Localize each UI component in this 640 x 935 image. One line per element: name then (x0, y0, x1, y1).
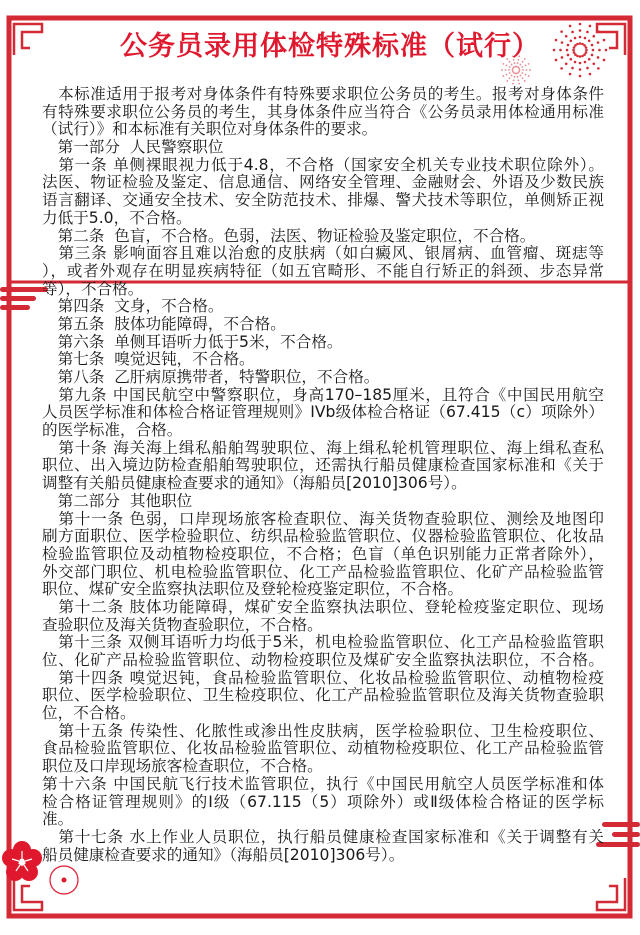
document-line: 食品检验监管职位、化妆品检验监管职位、动植物检疫职位、化工产品检验监管 (42, 739, 604, 758)
document-line: 第八条 乙肝病原携带者，特警职位，不合格。 (42, 368, 380, 386)
document-line: 的医学标准，合格。 (42, 421, 183, 440)
document-line: 等），不合格。 (42, 279, 144, 298)
document-line: 第十二条 肢体功能障碍，煤矿安全监察执法职位、登轮检疫鉴定职位、现场 (42, 597, 604, 616)
document-line: 准。 (42, 810, 74, 829)
document-line: 法医、物证检验及鉴定、信息通信、网络安全管理、金融财会、外语及少数民族 (42, 173, 604, 192)
document-body (42, 86, 604, 864)
document-line: 第一部分 人民警察职位 (42, 138, 224, 157)
document-line: 职位、煤矿安全监察执法职位及登轮检疫鉴定职位，不合格。 (42, 580, 464, 599)
document-line: 调整有关船员健康检查要求的通知》（海船员[2010]306号）。 (42, 474, 467, 493)
document-line: 第十六条 中国民航飞行技术监管职位，执行《中国民用航空人员医学标准和体 (42, 774, 604, 793)
document-line: ），或者外观存在明显疾病特征（如五官畸形、不能自行矫正的斜颈、步态异常 (42, 261, 604, 280)
document-line: 第十五条 传染性、化脓性或渗出性皮肤病，医学检验职位、卫生检疫职位、 (42, 721, 604, 740)
page-title: 公务员录用体检特殊标准（试行） (120, 31, 540, 62)
document-line: 第四条 文身，不合格。 (42, 297, 224, 316)
document-line: 检验监管职位及动植物检疫职位，不合格；色盲（单色识别能力正常者除外）， (42, 544, 604, 563)
document-line: 外交部门职位、机电检验监管职位、化工产品检验监管职位、化矿产品检验监管 (42, 562, 604, 581)
document-line: 本标准适用于报考对身体条件有特殊要求职位公务员的考生。报考对身体条件 (42, 85, 604, 103)
document-line: 人员医学标准和体检合格证管理规则》IVb级体检合格证（67.415（c）项除外） (42, 403, 604, 422)
document-line: 语言翻译、交通安全技术、安全防范技术、排爆、警犬技术等职位，单侧矫正视 (42, 191, 604, 210)
document-line: 职位及口岸现场旅客检查职位，不合格。 (42, 757, 323, 776)
document-line: 检合格证管理规则》的Ⅰ级（67.115（5）项除外）或Ⅱ级体检合格证的医学标 (42, 792, 604, 811)
document-line: 职位、出入境边防检查船舶驾驶职位，还需执行船员健康检查国家标准和《关于 (42, 456, 604, 475)
document-line: 船员健康检查要求的通知》（海船员[2010]306号）。 (42, 845, 405, 864)
document-line: 第十四条 嗅觉迟钝，食品检验监管职位、化妆品检验监管职位、动植物检疫 (42, 668, 604, 687)
document-line: 第十七条 水上作业人员职位，执行船员健康检查国家标准和《关于调整有关 (42, 827, 604, 846)
document-line: 第六条 单侧耳语听力低于5米，不合格。 (42, 332, 343, 351)
document-line: 第五条 肢体功能障碍，不合格。 (42, 314, 286, 333)
document-line: 位，不合格。 (42, 704, 136, 723)
document-line: 第三条 影响面容且难以治愈的皮肤病（如白癜风、银屑病、血管瘤、斑痣等 (42, 244, 604, 263)
document-line: 刷方面职位、医学检验职位、纺织品检验监管职位、仪器检验监管职位、化妆品 (42, 527, 604, 546)
document-line: 第十三条 双侧耳语听力均低于5米，机电检验监管职位、化工产品检验监管职 (42, 633, 604, 652)
document-line: 有特殊要求职位公务员的考生，其身体条件应当符合《公务员录用体检通用标准 (42, 102, 604, 121)
document-line: 第二部分 其他职位 (42, 491, 193, 510)
document-line: 职位、医学检验职位、卫生检疫职位、化工产品检验监管职位及海关货物查验职 (42, 686, 604, 705)
document-line: 力低于5.0，不合格。 (42, 208, 192, 227)
document-line: 第十一条 色弱，口岸现场旅客检查职位、海关货物查验职位、测绘及地图印 (42, 509, 604, 528)
document-line: 第七条 嗅觉迟钝，不合格。 (42, 350, 255, 369)
document-line: 第九条 中国民航空中警察职位，身高170–185厘米，且符合《中国民用航空 (42, 385, 604, 404)
document-line: （试行）》和本标准有关职位对身体条件的要求。 (42, 120, 378, 139)
document-line: 第十条 海关海上缉私船舶驾驶职位、海上缉私轮机管理职位、海上缉私查私 (42, 438, 604, 457)
document-line: 第一条 单侧裸眼视力低于4.8，不合格（国家安全机关专业技术职位除外）。 (42, 155, 604, 174)
document-line: 查验职位及海关货物查验职位，不合格。 (42, 615, 323, 634)
document-line: 第二条 色盲，不合格。色弱，法医、物证检验及鉴定职位，不合格。 (42, 226, 536, 245)
document-line: 位、化矿产品检验监管职位、动物检疫职位及煤矿安全监察执法职位，不合格。 (42, 651, 604, 669)
